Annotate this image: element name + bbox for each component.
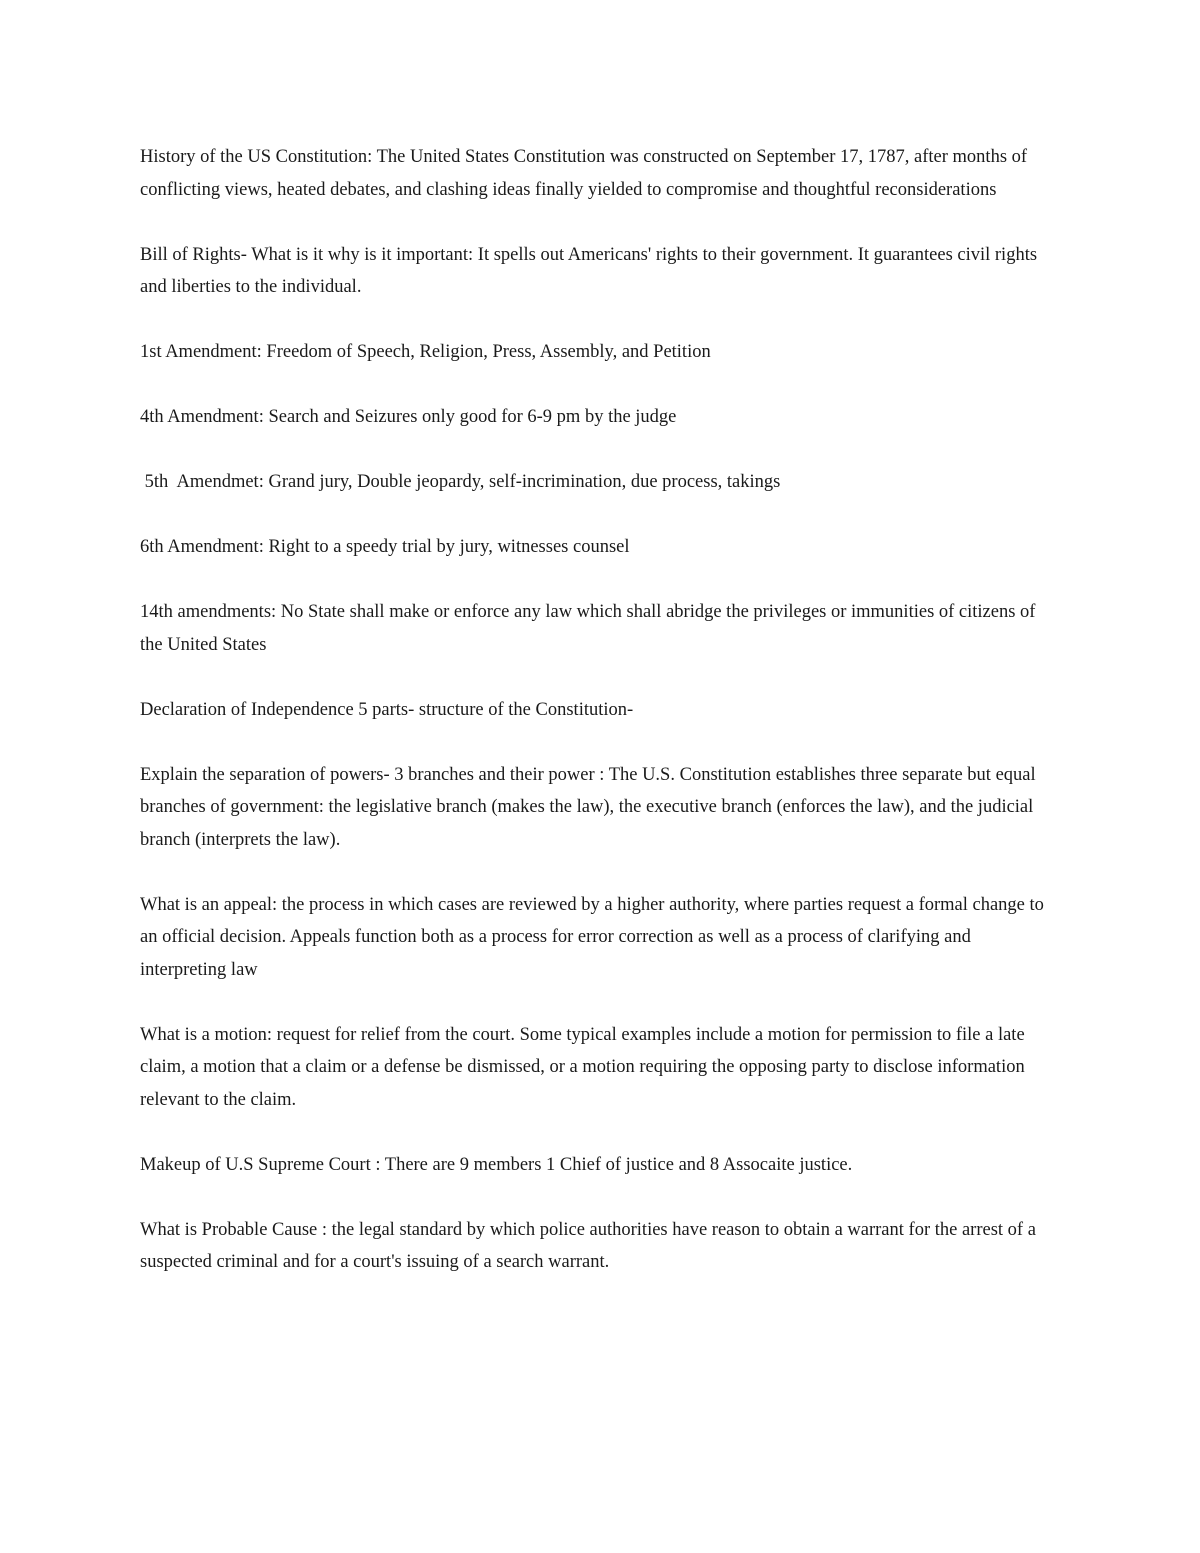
paragraph-declaration-of-independence: Declaration of Independence 5 parts- structure of the Constitution- xyxy=(140,699,634,720)
paragraph-probable-cause: What is Probable Cause : the legal standard by which police authorities have reason to obtain a warrant for the arrest of a suspected criminal and for a court's issuing of a search warrant. xyxy=(140,1219,1036,1272)
paragraph-1st-amendment: 1st Amendment: Freedom of Speech, Religion, Press, Assembly, and Petition xyxy=(140,342,711,362)
paragraph-motion: What is a motion: request for relief from the court. Some typical examples include a motion for permission to file a late claim, a motion that a claim or a defense be dismissed, or a motion requiring the opposing party to disclose information relevant to the claim. xyxy=(140,1024,1025,1110)
document-body xyxy=(140,141,1060,1311)
paragraph-14th-amendment: 14th amendments: No State shall make or enforce any law which shall abridge the privileges or immunities of citizens of the United States xyxy=(140,602,1036,655)
paragraph-supreme-court: Makeup of U.S Supreme Court : There are 9 members 1 Chief of justice and 8 Assocaite justice. xyxy=(140,1154,853,1175)
paragraph-separation-of-powers: Explain the separation of powers- 3 branches and their power : The U.S. Constitution establishes three separate but equal branches of government: the legislative branch (makes the law), the executive branch (enforces the law), and the judicial branch (interprets the law). xyxy=(140,764,1036,850)
paragraph-appeal: What is an appeal: the process in which cases are reviewed by a higher authority, where parties request a formal change to an official decision. Appeals function both as a process for error correction as well as a process of clarifying and interpreting law xyxy=(140,894,1044,980)
paragraph-bill-of-rights: Bill of Rights- What is it why is it important: It spells out Americans' rights to their government. It guarantees civil rights and liberties to the individual. xyxy=(140,244,1038,297)
paragraph-4th-amendment: 4th Amendment: Search and Seizures only good for 6-9 pm by the judge xyxy=(140,407,677,427)
paragraph-5th-amendment: 5th Amendmet: Grand jury, Double jeopardy, self-incrimination, due process, takings xyxy=(140,472,781,492)
paragraph-constitution-history: History of the US Constitution: The United States Constitution was constructed on September 17, 1787, after months of conflicting views, heated debates, and clashing ideas finally yielded to compromise and thoughtful reconsiderations xyxy=(140,147,1028,200)
paragraph-6th-amendment: 6th Amendment: Right to a speedy trial by jury, witnesses counsel xyxy=(140,537,630,557)
